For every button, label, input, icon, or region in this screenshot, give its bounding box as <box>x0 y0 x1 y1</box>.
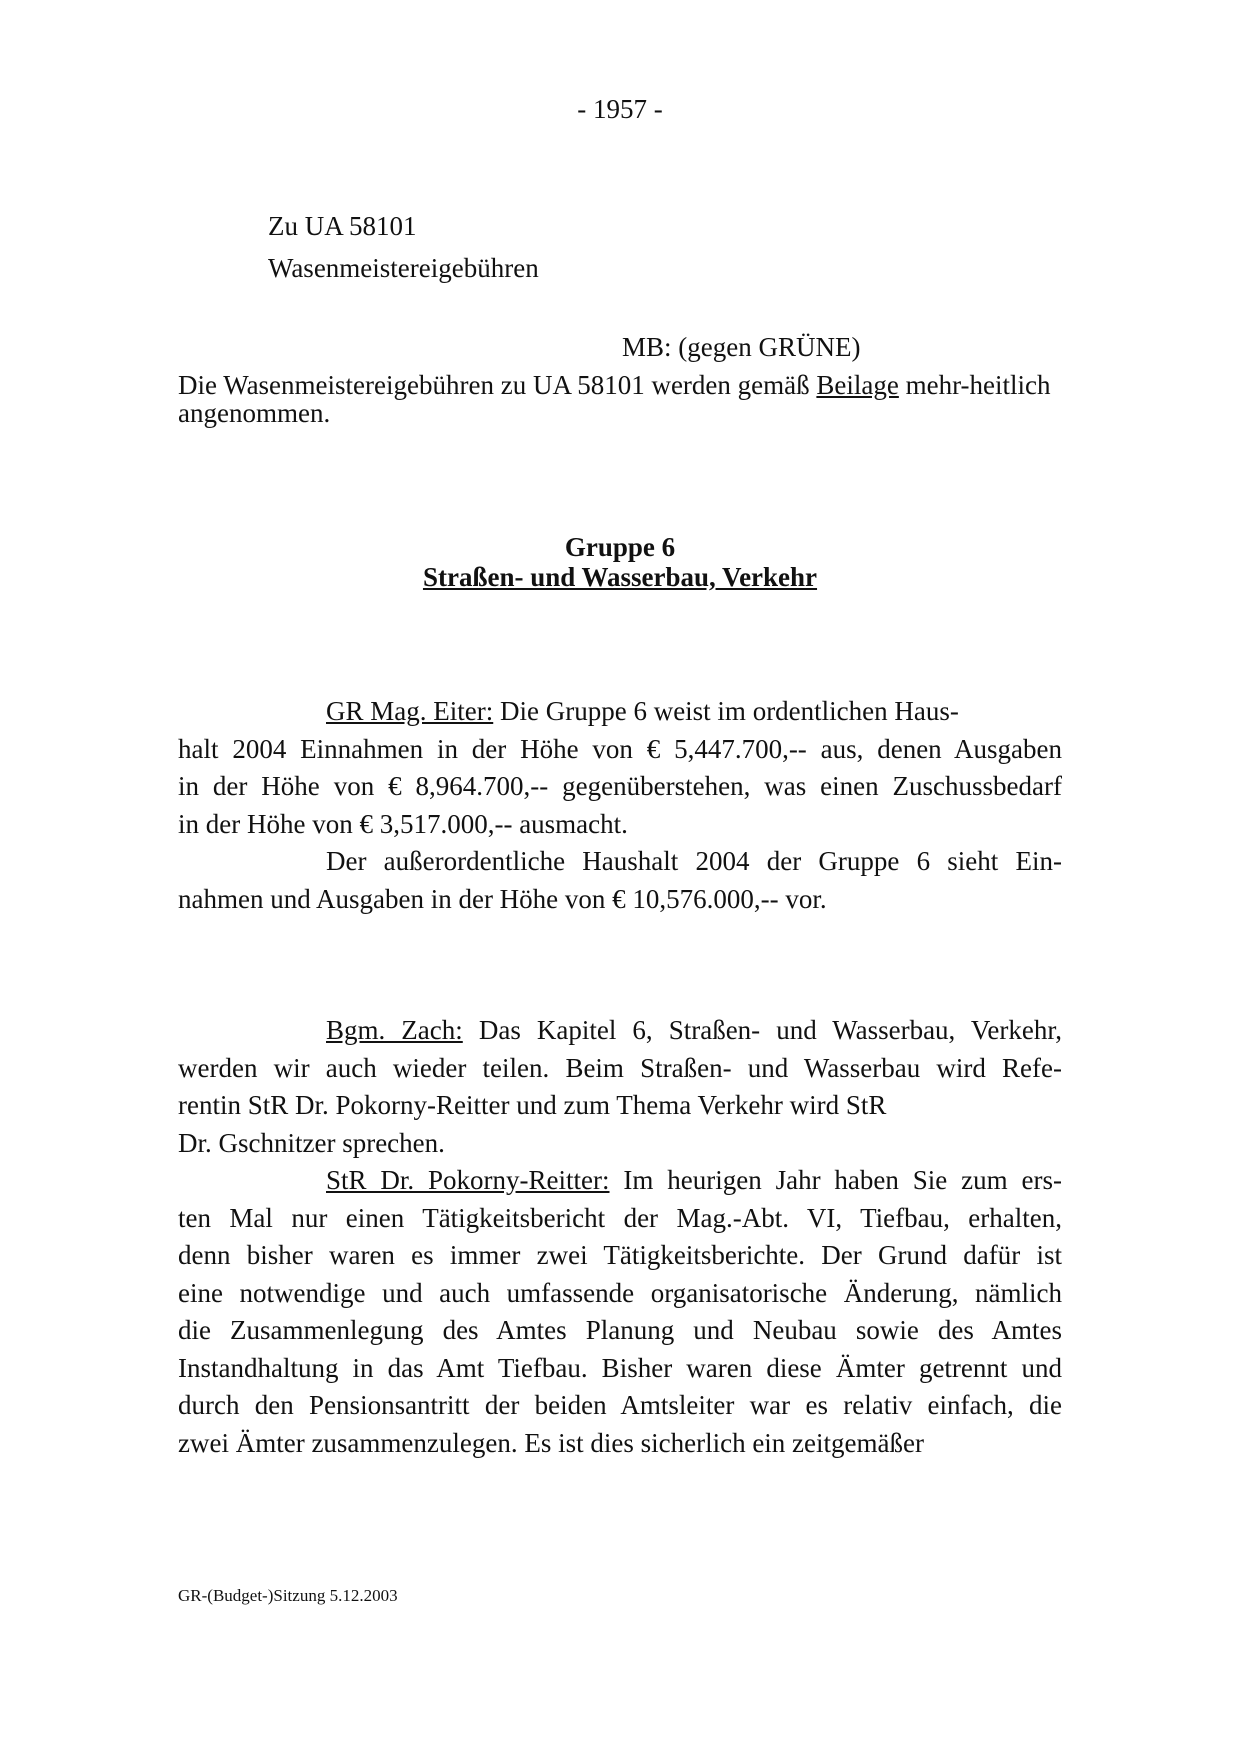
speaker-name: StR Dr. Pokorny-Reitter: <box>326 1165 610 1195</box>
vote-result: MB: (gegen GRÜNE) <box>622 332 861 362</box>
speech-line: werden wir auch wieder teilen. Beim Straßen- und Wasserbau wird Refe- <box>178 1052 1062 1083</box>
speech-line: in der Höhe von € 8,964.700,-- gegenüberstehen, was einen Zuschussbedarf <box>178 771 1062 801</box>
speech-zach <box>178 1012 1062 1162</box>
speech-line: Instandhaltung in das Amt Tiefbau. Bisher waren diese Ämter getrennt und <box>178 1352 1062 1383</box>
group-subtitle <box>0 562 1240 593</box>
speech-line: halt 2004 Einnahmen in der Höhe von € 5,447.700,-- aus, denen Ausgaben <box>178 733 1062 764</box>
group-subtitle-text: Straßen- und Wasserbau, Verkehr <box>422 562 818 592</box>
speech-line: in der Höhe von € 3,517.000,-- ausmacht. <box>178 808 628 839</box>
speech-line: rentin StR Dr. Pokorny-Reitter und zum Thema Verkehr wird StR <box>178 1090 887 1120</box>
speech-line: durch den Pensionsantritt der beiden Amtsleiter war es relativ einfach, die <box>178 1390 1062 1420</box>
speaker-name: Bgm. Zach: <box>326 1015 463 1045</box>
footer-session-info: GR-(Budget-)Sitzung 5.12.2003 <box>178 1586 398 1605</box>
beilage-link: Beilage <box>816 370 899 400</box>
speech-line: zwei Ämter zusammenzulegen. Es ist dies sicherlich ein zeitgemäßer <box>178 1427 924 1458</box>
speech-line: Der außerordentliche Haushalt 2004 der Gruppe 6 sieht Ein- <box>326 846 1062 876</box>
speech-line: Bgm. Zach: Das Kapitel 6, Straßen- und Wasserbau, Verkehr, <box>326 1015 1062 1045</box>
speech-line: die Zusammenlegung des Amtes Planung und Neubau sowie des Amtes <box>178 1315 1062 1345</box>
speech-line: ten Mal nur einen Tätigkeitsbericht der Mag.-Abt. VI, Tiefbau, erhalten, <box>178 1202 1062 1233</box>
speech-line: nahmen und Ausgaben in der Höhe von € 10,576.000,-- vor. <box>178 883 827 914</box>
speaker-name: GR Mag. Eiter: <box>326 696 494 726</box>
speech-line: Dr. Gschnitzer sprechen. <box>178 1127 445 1158</box>
speech-pokorny-reitter <box>178 1162 1062 1462</box>
agenda-item-number: Zu UA 58101 <box>268 211 417 241</box>
speech-line: GR Mag. Eiter: Die Gruppe 6 weist im ordentlichen Haus- <box>326 696 959 726</box>
page-number: - 1957 - <box>577 94 663 124</box>
resolution-text-start: Die Wasenmeistereigebühren zu UA 58101 werden gemäß <box>178 370 817 400</box>
agenda-item-title: Wasenmeistereigebühren <box>268 253 539 283</box>
speech-eiter <box>178 693 1062 918</box>
speech-line: eine notwendige und auch umfassende organisatorische Änderung, nämlich <box>178 1277 1062 1308</box>
resolution-text-end: mehr-heitlich angenommen. <box>178 370 1051 428</box>
speech-line: denn bisher waren es immer zwei Tätigkeitsberichte. Der Grund dafür ist <box>178 1240 1062 1270</box>
speech-line: StR Dr. Pokorny-Reitter: Im heurigen Jahr haben Sie zum ers- <box>326 1165 1062 1195</box>
resolution-text <box>178 371 1062 427</box>
group-title: Gruppe 6 <box>564 532 676 562</box>
